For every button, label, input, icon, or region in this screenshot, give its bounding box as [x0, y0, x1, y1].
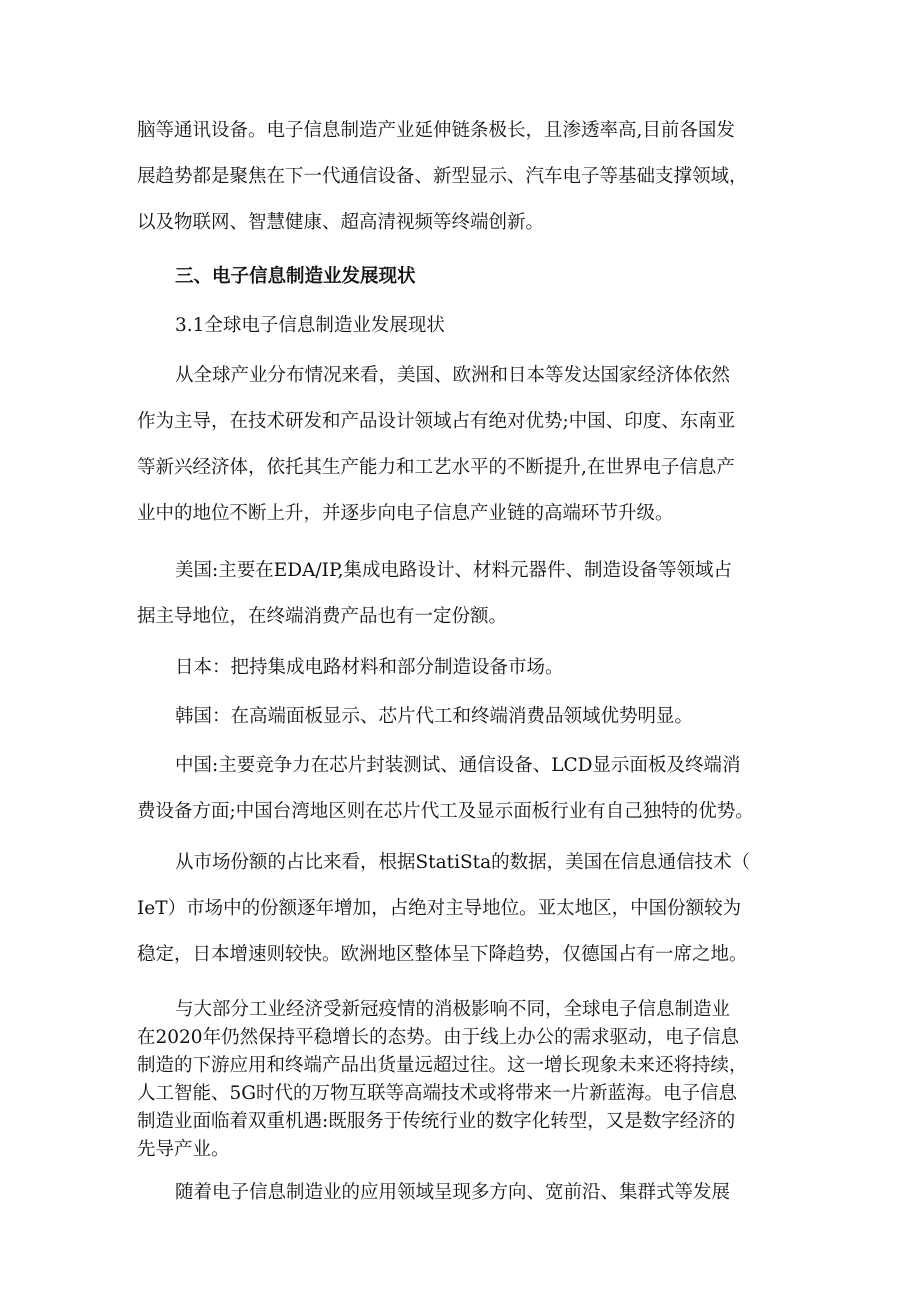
subsection-heading: 3.1全球电子信息制造业发展现状	[175, 315, 445, 336]
text-line: 以及物联网、智慧健康、超高清视频等终端创新。	[137, 212, 545, 233]
paragraph-japan	[137, 645, 797, 691]
paragraph-application-fields	[137, 1170, 797, 1216]
paragraph-covid-impact	[137, 996, 797, 1164]
text-line: 作为主导，在技术研发和产品设计领域占有绝对优势;中国、印度、东南亚	[137, 411, 736, 432]
text-line: 业中的地位不断上升，并逐步向电子信息产业链的高端环节升级。	[137, 503, 674, 524]
text-line: 人工智能、5G时代的万物互联等高端技术或将带来一片新蓝海。电子信息	[137, 1083, 738, 1104]
text-line: 制造业面临着双重机遇:既服务于传统行业的数字化转型，又是数字经济的	[137, 1111, 736, 1132]
text-line: 美国:主要在EDA/IP,集成电路设计、材料元器件、制造设备等领域占	[175, 560, 733, 581]
paragraph-market-share	[137, 840, 797, 978]
text-line: 从市场份额的占比来看，根据StatiSta的数据，美国在信息通信技术（	[175, 852, 751, 873]
text-line: 韩国：在高端面板显示、芯片代工和终端消费品领域优势明显。	[175, 706, 694, 727]
text-line: 据主导地位，在终端消费产品也有一定份额。	[137, 606, 508, 627]
text-line: 日本：把持集成电路材料和部分制造设备市场。	[175, 657, 564, 678]
text-line: 稳定，日本增速则较快。欧洲地区整体呈下降趋势，仅德国占有一席之地。	[137, 944, 748, 965]
text-line: 随着电子信息制造业的应用领域呈现多方向、宽前沿、集群式等发展	[175, 1182, 731, 1203]
paragraph-china	[137, 743, 797, 835]
paragraph-continuation	[137, 108, 797, 246]
paragraph-korea	[137, 694, 797, 740]
paragraph-usa	[137, 548, 797, 640]
text-line: IeT）市场中的份额逐年增加，占绝对主导地位。亚太地区，中国份额较为	[137, 898, 742, 919]
section-heading: 三、电子信息制造业发展现状	[175, 266, 416, 287]
text-line: 在2020年仍然保持平稳增长的态势。由于线上办公的需求驱动，电子信息	[137, 1027, 740, 1048]
text-line: 等新兴经济体，依托其生产能力和工艺水平的不断提升,在世界电子信息产	[137, 457, 735, 478]
text-line: 从全球产业分布情况来看，美国、欧洲和日本等发达国家经济体依然	[175, 365, 731, 386]
text-line: 费设备方面;中国台湾地区则在芯片代工及显示面板行业有自己独特的优势。	[137, 801, 754, 822]
paragraph-global-distribution	[137, 353, 797, 537]
text-line: 制造的下游应用和终端产品出货量远超过往。这一增长现象未来还将持续，	[137, 1055, 748, 1076]
text-line: 先导产业。	[137, 1139, 230, 1160]
text-line: 中国:主要竞争力在芯片封装测试、通信设备、LCD显示面板及终端消	[175, 755, 741, 776]
text-line: 脑等通讯设备。电子信息制造产业延伸链条极长，且渗透率高,目前各国发	[137, 120, 735, 141]
text-line: 展趋势都是聚焦在下一代通信设备、新型显示、汽车电子等基础支撑领域，	[137, 166, 748, 187]
text-line: 与大部分工业经济受新冠疫情的消极影响不同，全球电子信息制造业	[175, 999, 731, 1020]
